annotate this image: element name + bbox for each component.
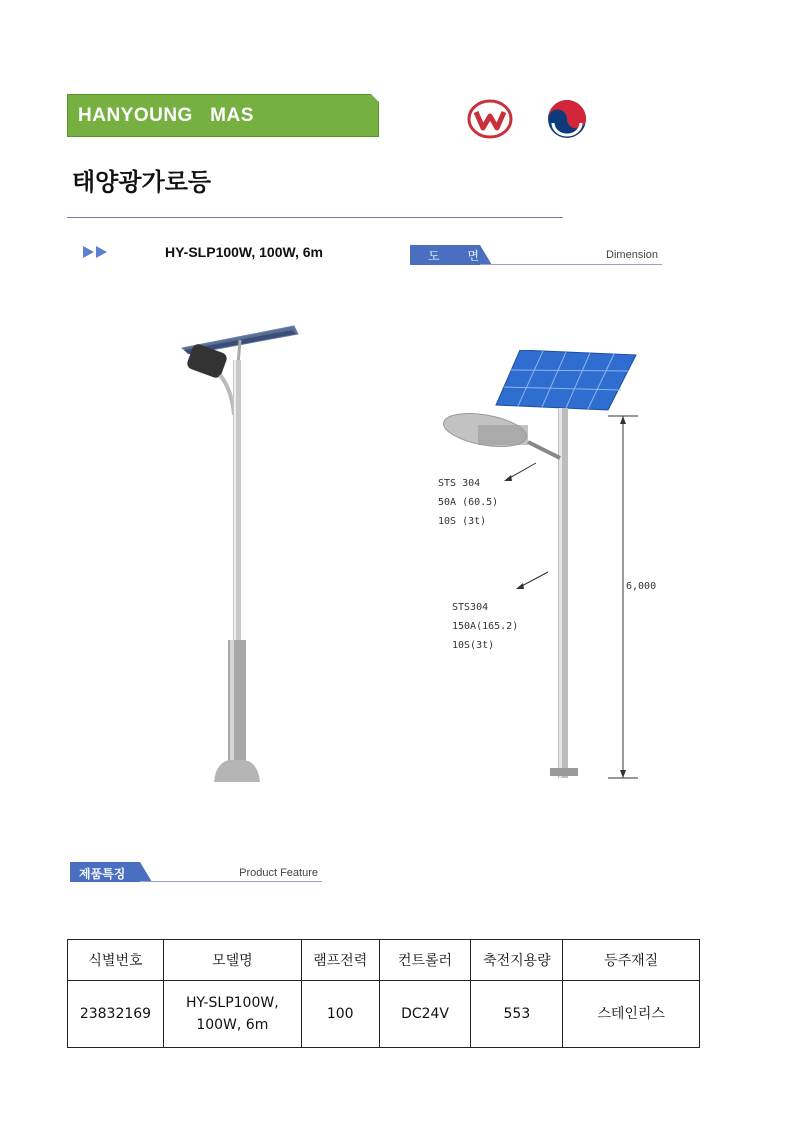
dimension-label-en: Dimension (606, 249, 658, 261)
cell-model-line1: HY-SLP100W, (186, 995, 279, 1011)
product-model: HY-SLP100W, 100W, 6m (165, 244, 323, 260)
height-dimension: 6,000 (626, 581, 657, 592)
cell-power: 100 (301, 981, 379, 1048)
spec1-line1: STS 304 (438, 478, 481, 489)
double-arrow-icon (82, 244, 110, 260)
table-header: 모델명 (163, 940, 301, 981)
feature-label-ko: 제품특징 (79, 867, 126, 881)
table-header: 식별번호 (68, 940, 164, 981)
cell-battery: 553 (471, 981, 563, 1048)
spec-table (67, 939, 700, 1048)
cell-id: 23832169 (68, 981, 164, 1048)
table-row (68, 981, 700, 1048)
cell-model-line2: 100W, 6m (196, 1017, 269, 1033)
certification-logo-icon (467, 98, 513, 140)
title-divider (67, 217, 563, 218)
government-emblem-icon (545, 98, 589, 140)
feature-section-header (70, 862, 322, 882)
cell-model (163, 981, 301, 1048)
product-photo (170, 320, 310, 790)
table-header: 컨트롤러 (379, 940, 471, 981)
dimension-drawing (438, 350, 668, 790)
spec1-line3: 10S (3t) (438, 516, 487, 527)
feature-label-en: Product Feature (239, 867, 318, 879)
spec2-line3: 10S(3t) (452, 640, 495, 651)
table-header: 축전지용량 (471, 940, 563, 981)
dimension-label-ko: 도 면 (428, 249, 491, 263)
cell-material: 스테인리스 (563, 981, 700, 1048)
spec2-line2: 150A(165.2) (452, 621, 519, 632)
table-header: 등주재질 (563, 940, 700, 981)
cell-controller: DC24V (379, 981, 471, 1048)
page-title: 태양광가로등 (72, 168, 212, 196)
spec1-line2: 50A (60.5) (438, 497, 499, 508)
spec2-line1: STS304 (452, 602, 489, 613)
dimension-section-header (410, 245, 662, 265)
table-header-row (68, 940, 700, 981)
brand-banner (67, 94, 379, 137)
brand-name: HANYOUNG MAS (78, 105, 254, 126)
table-header: 램프전력 (301, 940, 379, 981)
